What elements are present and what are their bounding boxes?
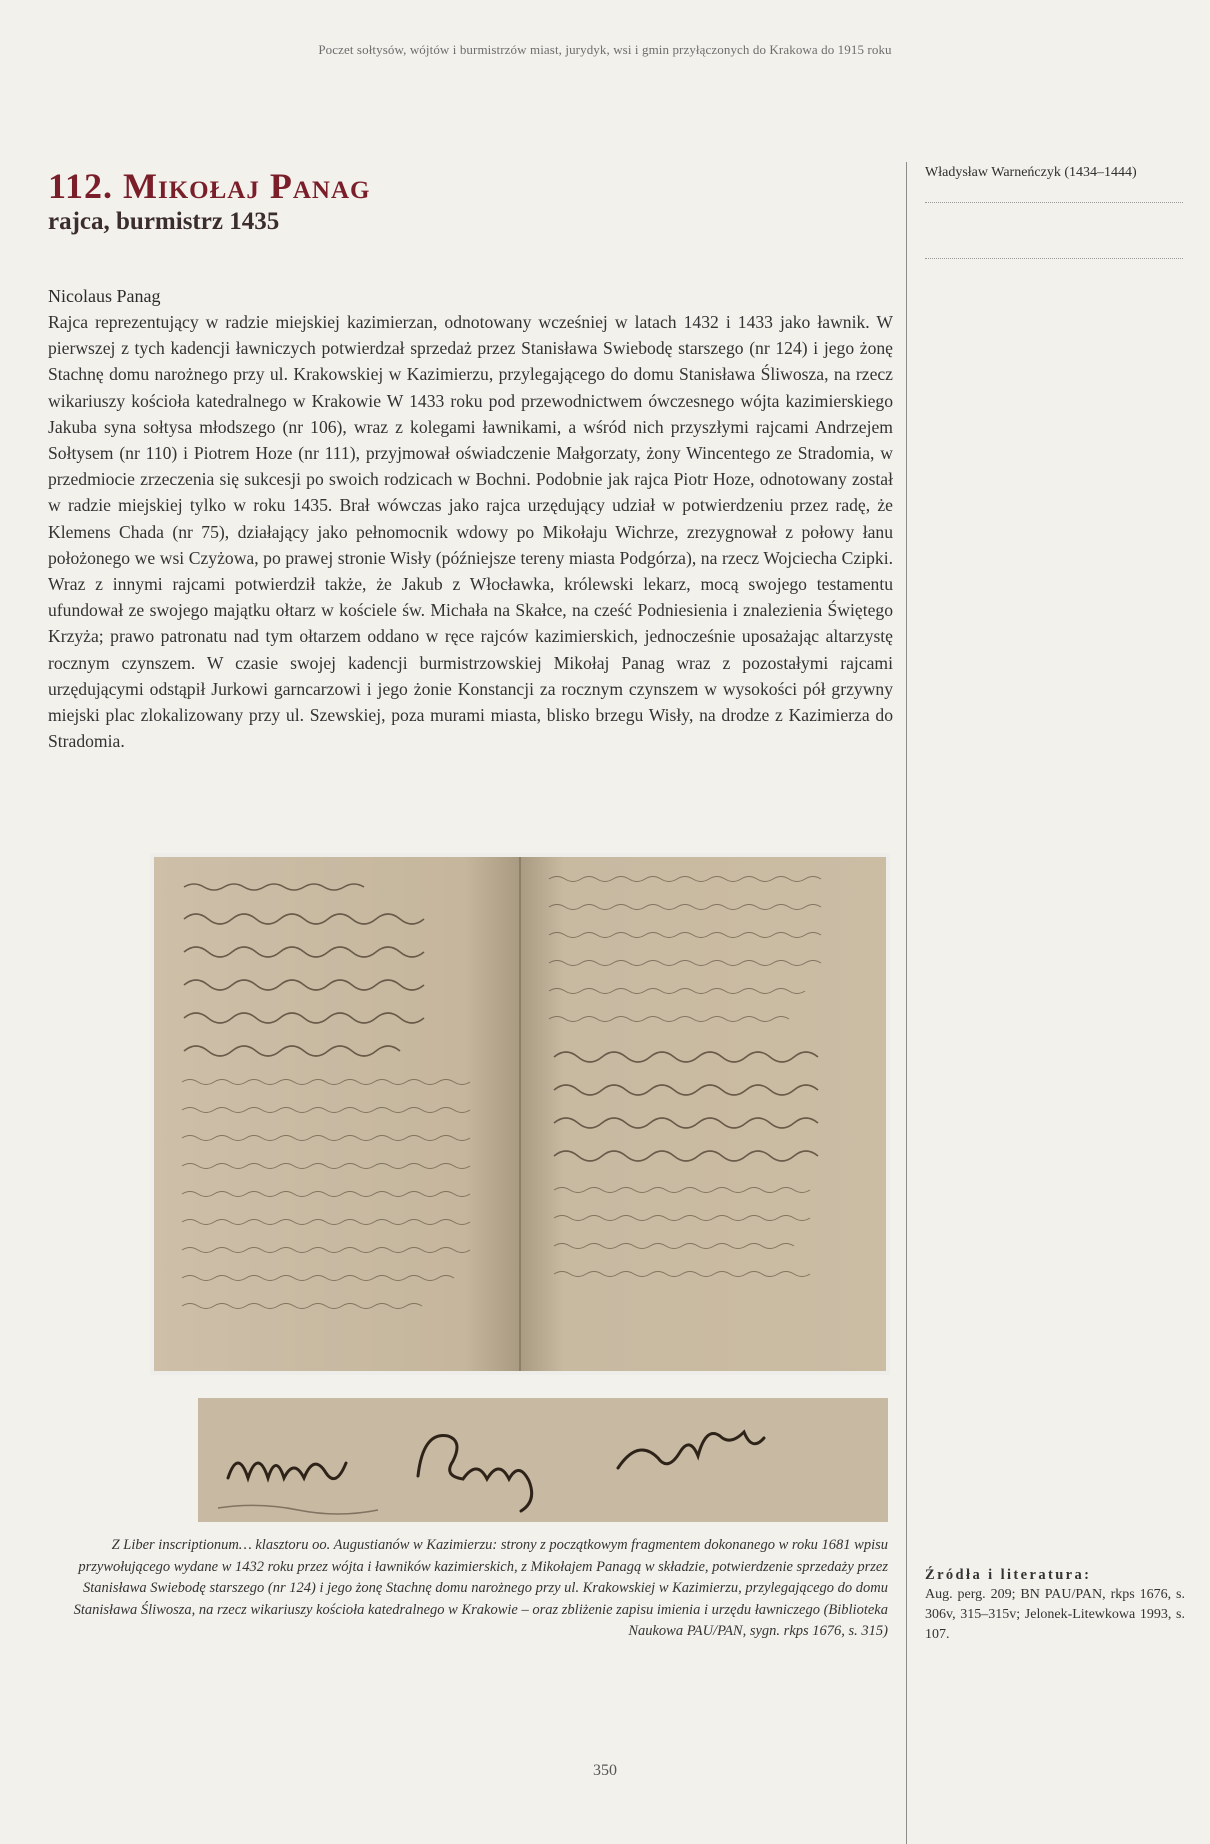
sidebar-dotted-rule [925,202,1183,203]
entry-subtitle: rajca, burmistrz 1435 [48,208,280,235]
ruler-label: Władysław Warneńczyk (1434–1444) [925,165,1137,180]
sources-text: Aug. perg. 209; BN PAU/PAN, rkps 1676, s. 306v, 315–315v; Jelonek-Litewkowa 1993, s. 107. [925,1587,1185,1642]
page-number: 350 [593,1762,617,1779]
sidebar-dotted-rule [925,258,1183,259]
manuscript-pages-image [154,857,886,1371]
latin-name: Nicolaus Panag [48,286,161,306]
entry-main [48,165,893,754]
entry-body: Rajca reprezentujący w radzie miejskiej kazimierzan, odnotowany wcześniej w latach 1432 i 1433 jako ławnik. W pierwszej z tych kadencji ławniczych potwierdzał sprzedaż przez Stanisława Swiebodę starszego (nr 124) i jego żonę Stachnę domu narożnego przy ul. Krakowskiej w Kazimierzu, przylegającego do domu Stanisława Śliwosza, na rzecz wikariuszy kościoła katedralnego w Krakowie W 1433 roku pod przewodnictwem ówczesnego wójta kazimierskiego Jakuba syna sołtysa młodszego (nr 106), wraz z kolegami ławnikami, a wśród nich przyszłymi rajcami Andrzejem Sołtysem (nr 110) i Piotrem Hoze (nr 111), przyjmował oświadczenie Małgorzaty, żony Wincentego ze Stradomia, w przedmiocie zrzeczenia się sukcesji po swoich rodzicach w Bochni. Podobnie jak rajca Piotr Hoze, odnotowany został w radzie miejskiej tylko w roku 1435. Brał wówczas jako rajca urzędujący udział w potwierdzeniu przez radę, że Klemens Chada (nr 75), działający jako pełnomocnik wdowy po Mikołaju Wichrze, zrezygnował z połowy łanu położonego we wsi Czyżowa, po prawej stronie Wisły (późniejsze tereny miasta Podgórza), na rzecz Wojciecha Czipki. Wraz z innymi rajcami potwierdził także, że Jakub z Włocławka, królewski lekarz, mocą swojego testamentu ufundował ze swojego majątku ołtarz w kościele św. Michała na Skałce, na cześć Podniesienia i znalezienia Świętego Krzyża; prawo patronatu nad tym ołtarzem oddano w ręce rajców kazimierskich, jednocześnie uposażając altarzystę rocznym czynszem. W czasie swojej kadencji burmistrzowskiej Mikołaj Panag wraz z pozostałymi rajcami urzędującymi odstąpił Jurkowi garncarzowi i jego żonie Konstancji za rocznym czynszem w wysokości pół grzywny miejski plac zlokalizowany przy ul. Szewskiej, poza murami miasta, blisko brzegu Wisły, na drodze z Kazimierza do Stradomia. [48,312,893,752]
manuscript-photo [150,853,890,1375]
sidebar-divider [906,162,907,1844]
signature-closeup-image [198,1398,888,1522]
sources-heading: Źródła i literatura: [925,1567,1092,1583]
entry-title: 112. Mikołaj Panag [48,166,371,206]
running-header: Poczet sołtysów, wójtów i burmistrzów miast, jurydyk, wsi i gmin przyłączonych do Krakowa do 1915 roku [318,42,892,57]
figure-caption: Z Liber inscriptionum… klasztoru oo. Augustianów w Kazimierzu: strony z początkowym fragmentem dokonanego w roku 1681 wpisu przywołującego wydane w 1432 roku przez wójta i ławników kazimierskich, z Mikołajem Panagą w składzie, potwierdzenie sprzedaży przez Stanisława Swiebodę starszego (nr 124) i jego żonę Stachnę domu narożnego przy ul. Krakowskiej w Kazimierzu, przylegającego do domu Stanisława Śliwosza, na rzecz wikariuszy kościoła katedralnego w Krakowie – oraz zbliżenie zapisu imienia i urzędu ławniczego (Biblioteka Naukowa PAU/PAN, sygn. rkps 1676, s. 315) [73,1537,888,1639]
